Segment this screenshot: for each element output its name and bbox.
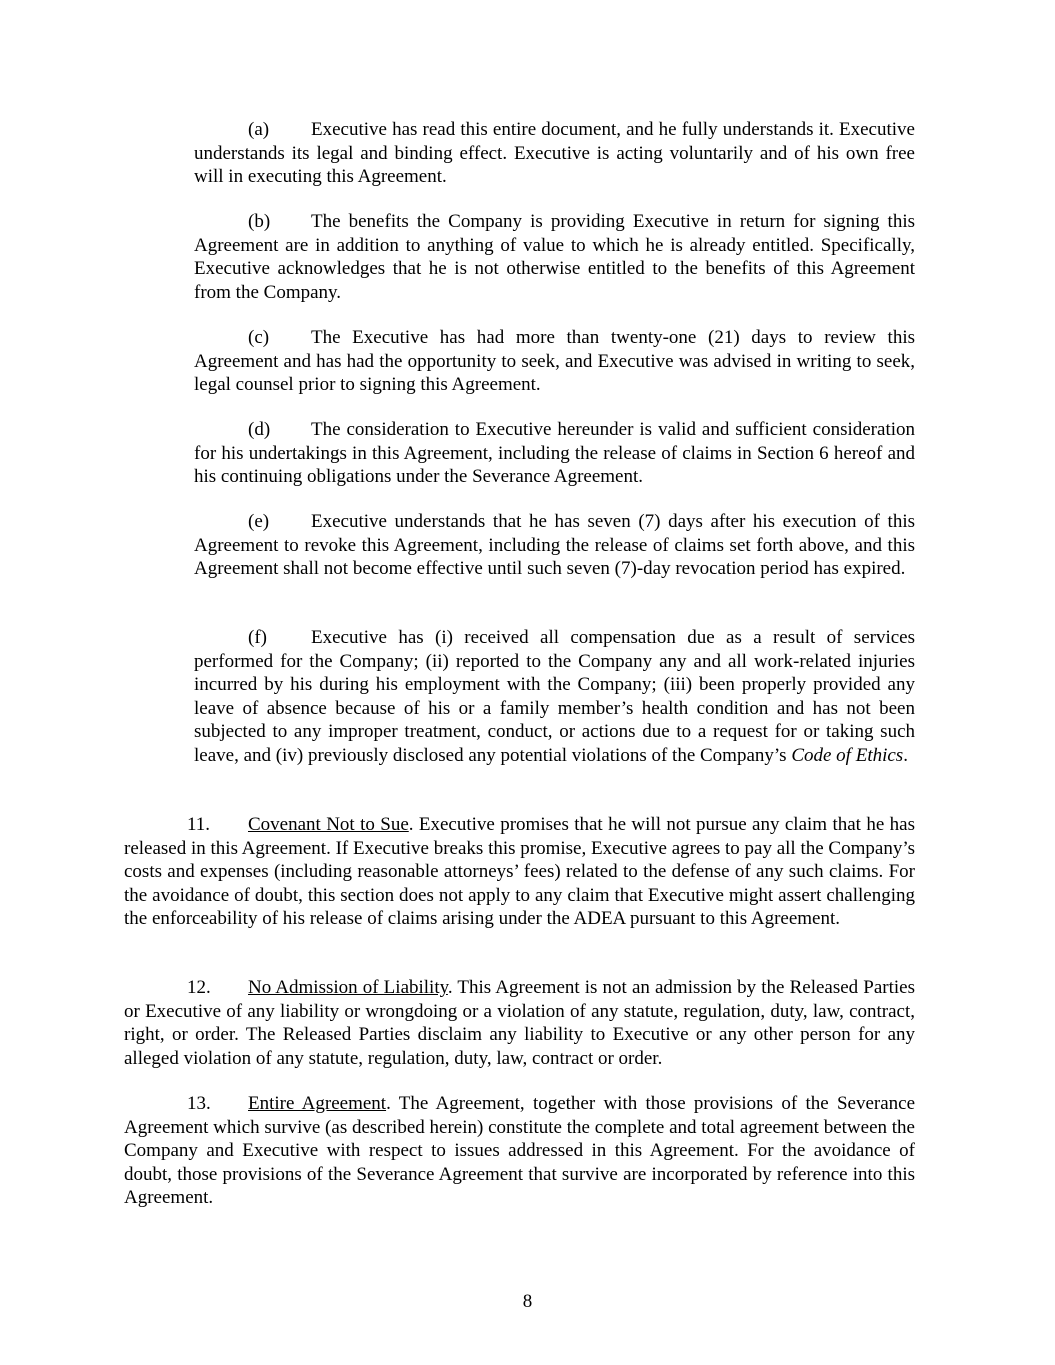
subsection-a <box>194 118 915 189</box>
section-text: Executive promises that he will not pursue any claim that he has released in this Agreement. If Executive breaks this promise, Executive agrees to pay all the Company’s costs and expenses (including reasonable attorneys’ fees) related to the defense of any such claims. For the avoidance of doubt, this section does not apply to any claim that Executive might assert challenging the enforceability of his release of claims arising under the ADEA pursuant to this Agreement. <box>124 814 915 929</box>
section-number: 13. <box>187 1093 211 1114</box>
section-text: The Agreement, together with those provisions of the Severance Agreement which survive (as described herein) constitute the complete and total agreement between the Company and Executive with respect to issues addressed in this Agreement. For the avoidance of doubt, those provisions of the Severance Agreement that survive are incorporated by reference into this Agreement. <box>124 1093 915 1208</box>
subsection-text: The Executive has had more than twenty-one (21) days to review this Agreement and has had the opportunity to seek, and Executive was advised in writing to seek, legal counsel prior to signing this Agreement. <box>194 327 915 395</box>
section-11-covenant-not-to-sue <box>124 813 915 931</box>
section-heading-punct: . <box>386 1093 391 1114</box>
subsection-label: (d) <box>248 419 271 440</box>
section-heading-punct: . <box>408 814 414 835</box>
subsection-d <box>194 418 915 489</box>
section-13-entire-agreement <box>124 1092 915 1210</box>
section-heading-punct: . <box>447 977 453 998</box>
subsection-text: Executive understands that he has seven (7) days after his execution of this Agreement to revoke this Agreement, including the release of claims set forth above, and this Agreement shall not become effective until such seven (7)-day revocation period has expired. <box>194 511 915 579</box>
subsection-f <box>194 626 915 767</box>
section-heading: Entire Agreement <box>248 1093 387 1114</box>
subsection-e <box>194 510 915 581</box>
code-of-ethics-title: Code of Ethics <box>791 744 904 766</box>
section-12-no-admission-of-liability <box>124 976 915 1070</box>
subsection-label: (f) <box>248 627 267 648</box>
subsection-label: (a) <box>248 119 270 140</box>
subsection-text: The benefits the Company is providing Executive in return for signing this Agreement are in addition to anything of value to which he is already entitled. Specifically, Executive acknowledges that he is not otherwise entitled to the benefits of this Agreement from the Company. <box>194 211 915 303</box>
subsection-text: Executive has (i) received all compensation due as a result of services performed for the Company; (ii) reported to the Company any and all work-related injuries incurred by his during his employment with the Company; (iii) been properly provided any leave of absence because of his or a family member’s health condition and has not been subjected to any improper treatment, conduct, or actions due to a request for or taking such leave, and (iv) previously disclosed any potential violations of the Company’s <box>194 627 915 766</box>
subsection-text: Executive has read this entire document, and he fully understands it. Executive understands its legal and binding effect. Executive is acting voluntarily and of his own free will in executing this Agreement. <box>194 119 915 187</box>
section-heading: Covenant Not to Sue <box>248 814 409 835</box>
subsection-c <box>194 326 915 397</box>
section-heading: No Admission of Liability <box>248 977 448 998</box>
section-number: 12. <box>187 977 211 998</box>
subsection-label: (b) <box>248 211 271 232</box>
section-number: 11. <box>187 814 211 835</box>
subsection-label: (e) <box>248 511 270 532</box>
subsection-tail: . <box>903 744 908 766</box>
section-text: This Agreement is not an admission by the Released Parties or Executive of any liability or wrongdoing or a violation of any statute, regulation, duty, law, contract, right, or order. The Released Parties disclaim any liability to Executive or any other person for any alleged violation of any statute, regulation, duty, law, contract or order. <box>124 977 915 1069</box>
subsection-b <box>194 210 915 304</box>
page-number: 8 <box>522 1291 533 1312</box>
subsection-label: (c) <box>248 327 270 348</box>
subsection-text: The consideration to Executive hereunder is valid and sufficient consideration for his undertakings in this Agreement, including the release of claims in Section 6 hereof and his continuing obligations under the Severance Agreement. <box>194 419 915 487</box>
